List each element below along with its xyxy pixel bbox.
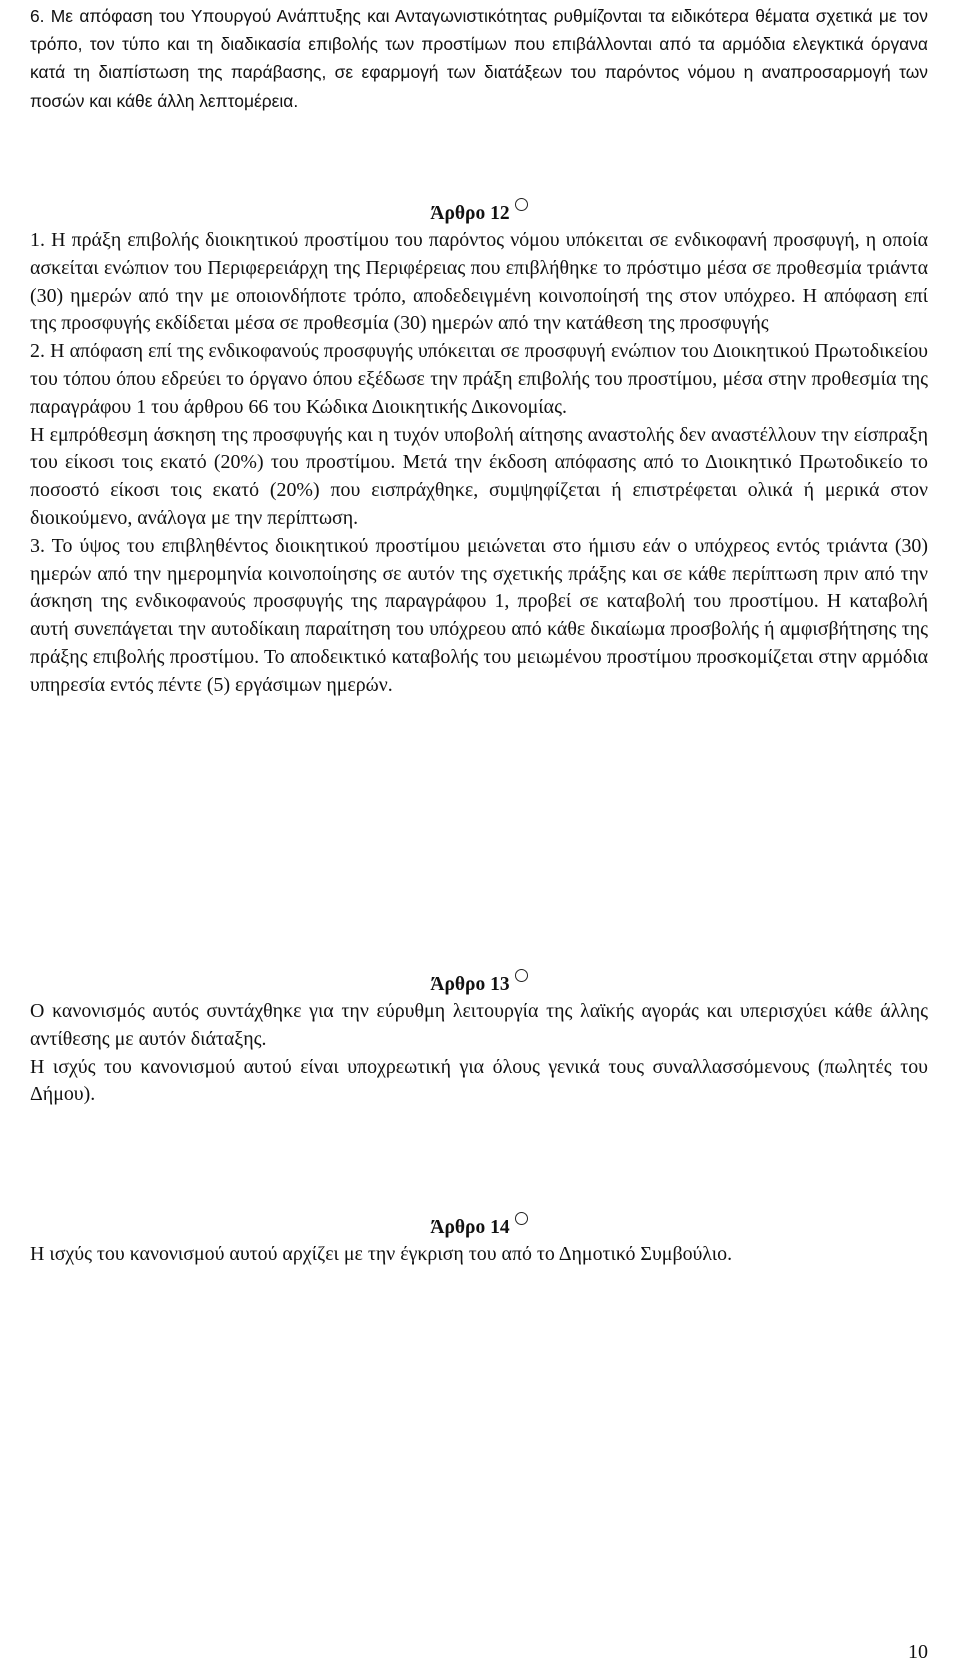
article-14-body bbox=[30, 1241, 928, 1269]
article-13-paragraph-1: Ο κανονισμός αυτός συντάχθηκε για την εύρυθμη λειτουργία της λαϊκής αγοράς και υπερισχύει κάθε άλλης αντίθεσης με αυτόν διάταξης. bbox=[30, 1000, 928, 1050]
article-12-paragraph-3: Η εμπρόθεσμη άσκηση της προσφυγής και η τυχόν υποβολή αίτησης αναστολής δεν αναστέλλουν την είσπραξη του είκοσι τοις εκατό (20%) του προστίμου. Μετά την έκδοση απόφασης από το Διοικητικό Πρωτοδικείο το ποσοστό είκοσι τοις εκατό (20%) που εισπράχθηκε, συμψηφίζεται ή επιστρέφεται ολικά ή μερικά στον διοικούμενο, ανάλογα με την περίπτωση. bbox=[30, 423, 928, 529]
article-14-heading bbox=[30, 1212, 928, 1242]
article-13-heading-text: Άρθρο 13 bbox=[430, 974, 510, 995]
article-12-body bbox=[30, 227, 928, 700]
intro-paragraph: 6. Με απόφαση του Υπουργού Ανάπτυξης και Ανταγωνιστικότητας ρυθμίζονται τα ειδικότερα θέματα σχετικά με τον τρόπο, τον τύπο και τη διαδικασία επιβολής των προστίμων που επιβάλλονται από τα αρμόδια ελεγκτικά όργανα κατά τη διαπίστωση της παράβασης, σε εφαρμογή των διατάξεων του παρόντος νόμου η αναπροσαρμογή των ποσών και κάθε άλλη λεπτομέρεια. bbox=[30, 6, 928, 111]
degree-mark-icon bbox=[515, 969, 528, 982]
article-12-heading-text: Άρθρο 12 bbox=[430, 203, 510, 224]
article-12-paragraph-1: 1. Η πράξη επιβολής διοικητικού προστίμου του παρόντος νόμου υπόκειται σε ενδικοφανή προσφυγή, η οποία ασκείται ενώπιον του Περιφερειάρχη της Περιφέρειας που επιβλήθηκε το πρόστιμο μέσα σε προθεσμία τριάντα (30) ημερών από την με οποιονδήποτε τρόπο, αποδεδειγμένη κοινοποίησή της στον υπόχρεο. Η απόφαση επί της προσφυγής εκδίδεται μέσα σε προθεσμία (30) ημερών από την κατάθεση της προσφυγής bbox=[30, 229, 928, 335]
article-13-paragraph-2: Η ισχύς του κανονισμού αυτού είναι υποχρεωτική για όλους γενικά τους συναλλασσόμενους (πωλητές του Δήμου). bbox=[30, 1055, 928, 1106]
degree-mark-icon bbox=[515, 1212, 528, 1225]
article-12-paragraph-2: 2. Η απόφαση επί της ενδικοφανούς προσφυγής υπόκειται σε προσφυγή ενώπιον του Διοικητικού Πρωτοδικείου του τόπου όπου εδρεύει το όργανο όπου εξέδωσε την πράξη επιβολής του προστίμου, μέσα στην προθεσμία της παραγράφου 1 του άρθρου 66 του Κώδικα Διοικητικής Δικονομίας. bbox=[30, 340, 928, 418]
article-13-body bbox=[30, 998, 928, 1109]
degree-mark-icon bbox=[515, 198, 528, 211]
document-page bbox=[30, 0, 928, 1678]
article-12-heading bbox=[30, 198, 928, 228]
page-number: 10 bbox=[908, 1641, 928, 1663]
article-13-heading bbox=[30, 969, 928, 999]
article-12-paragraph-4: 3. Το ύψος του επιβληθέντος διοικητικού προστίμου μειώνεται στο ήμισυ εάν ο υπόχρεος εντός τριάντα (30) ημερών από την ημερομηνία κοινοποίησης σε αυτόν της σχετικής πράξης και σε κάθε περίπτωση πριν από την άσκηση της ενδικοφανούς προσφυγής της παραγράφου 1, προβεί σε καταβολή του προστίμου. Η καταβολή αυτή συνεπάγεται την αυτοδίκαιη παραίτηση του υπόχρεου από κάθε δικαίωμα προσβολής ή αμφισβήτησης της πράξης επιβολής προστίμου. Το αποδεικτικό καταβολής του μειωμένου προστίμου προσκομίζεται στην αρμόδια υπηρεσία εντός πέντε (5) εργάσιμων ημερών. bbox=[30, 534, 928, 696]
article-14-paragraph-1: Η ισχύς του κανονισμού αυτού αρχίζει με την έγκριση του από το Δημοτικό Συμβούλιο. bbox=[30, 1243, 733, 1265]
article-14-heading-text: Άρθρο 14 bbox=[430, 1217, 510, 1238]
